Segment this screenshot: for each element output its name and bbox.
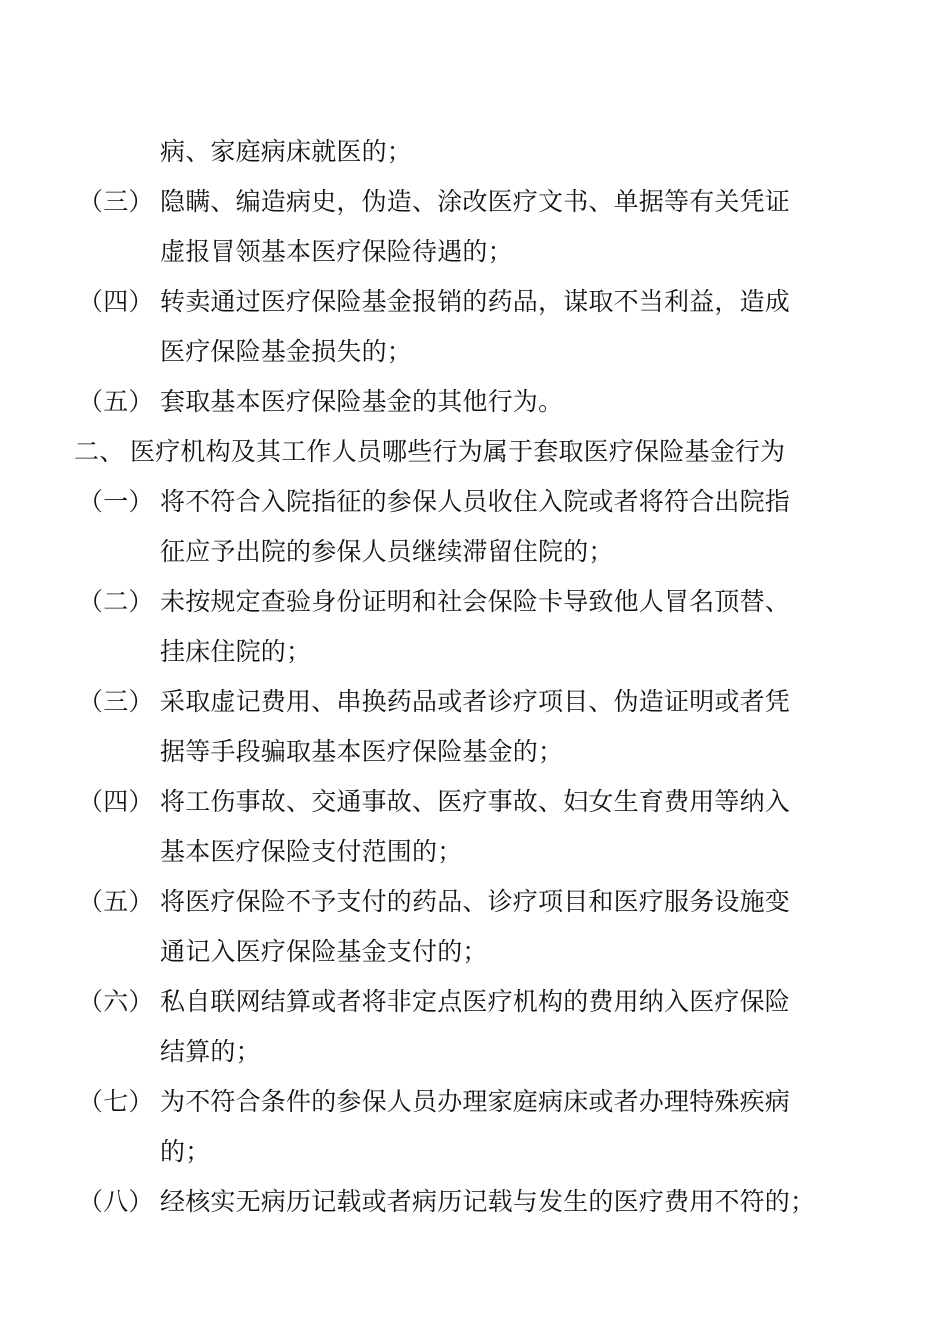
- item-text-continuation: 挂床住院的；: [160, 637, 312, 666]
- item-text-continuation: 虚报冒领基本医疗保险待遇的；: [160, 237, 513, 266]
- item-text-continuation: 基本医疗保险支付范围的；: [160, 837, 463, 866]
- item-marker: （三）: [78, 687, 154, 716]
- item-text: 采取虚记费用、串换药品或者诊疗项目、伪造证明或者凭: [160, 687, 791, 716]
- item-marker: （四）: [78, 787, 154, 816]
- item-text: 将工伤事故、交通事故、医疗事故、妇女生育费用等纳入: [160, 787, 791, 816]
- item-text-continuation: 结算的；: [160, 1037, 261, 1066]
- item-marker: （六）: [78, 987, 154, 1016]
- item-text: 经核实无病历记载或者病历记载与发生的医疗费用不符的；: [160, 1187, 816, 1216]
- continuation-line: 病、家庭病床就医的；: [160, 137, 413, 166]
- item-text-continuation: 医疗保险基金损失的；: [160, 337, 413, 366]
- item-text: 未按规定查验身份证明和社会保险卡导致他人冒名顶替、: [160, 587, 791, 616]
- item-marker: （三）: [78, 187, 154, 216]
- item-marker: （二）: [78, 587, 154, 616]
- item-text-continuation: 的；: [160, 1137, 211, 1166]
- item-marker: （五）: [78, 387, 154, 416]
- item-text: 为不符合条件的参保人员办理家庭病床或者办理特殊疾病: [160, 1087, 791, 1116]
- item-marker: （四）: [78, 287, 154, 316]
- section-heading: 医疗机构及其工作人员哪些行为属于套取医疗保险基金行为: [130, 437, 786, 466]
- item-marker: （五）: [78, 887, 154, 916]
- item-text-continuation: 征应予出院的参保人员继续滞留住院的；: [160, 537, 614, 566]
- item-text: 私自联网结算或者将非定点医疗机构的费用纳入医疗保险: [160, 987, 791, 1016]
- item-text: 隐瞒、编造病史，伪造、涂改医疗文书、单据等有关凭证: [160, 187, 791, 216]
- item-text: 将医疗保险不予支付的药品、诊疗项目和医疗服务设施变: [160, 887, 791, 916]
- item-text: 转卖通过医疗保险基金报销的药品，谋取不当利益，造成: [160, 287, 791, 316]
- item-marker: （八）: [78, 1187, 154, 1216]
- item-text: 将不符合入院指征的参保人员收住入院或者将符合出院指: [160, 487, 791, 516]
- item-text: 套取基本医疗保险基金的其他行为。: [160, 387, 564, 416]
- item-text-continuation: 据等手段骗取基本医疗保险基金的；: [160, 737, 564, 766]
- item-text-continuation: 通记入医疗保险基金支付的；: [160, 937, 488, 966]
- item-marker: （一）: [78, 487, 154, 516]
- section-marker: 二、: [74, 437, 125, 466]
- item-marker: （七）: [78, 1087, 154, 1116]
